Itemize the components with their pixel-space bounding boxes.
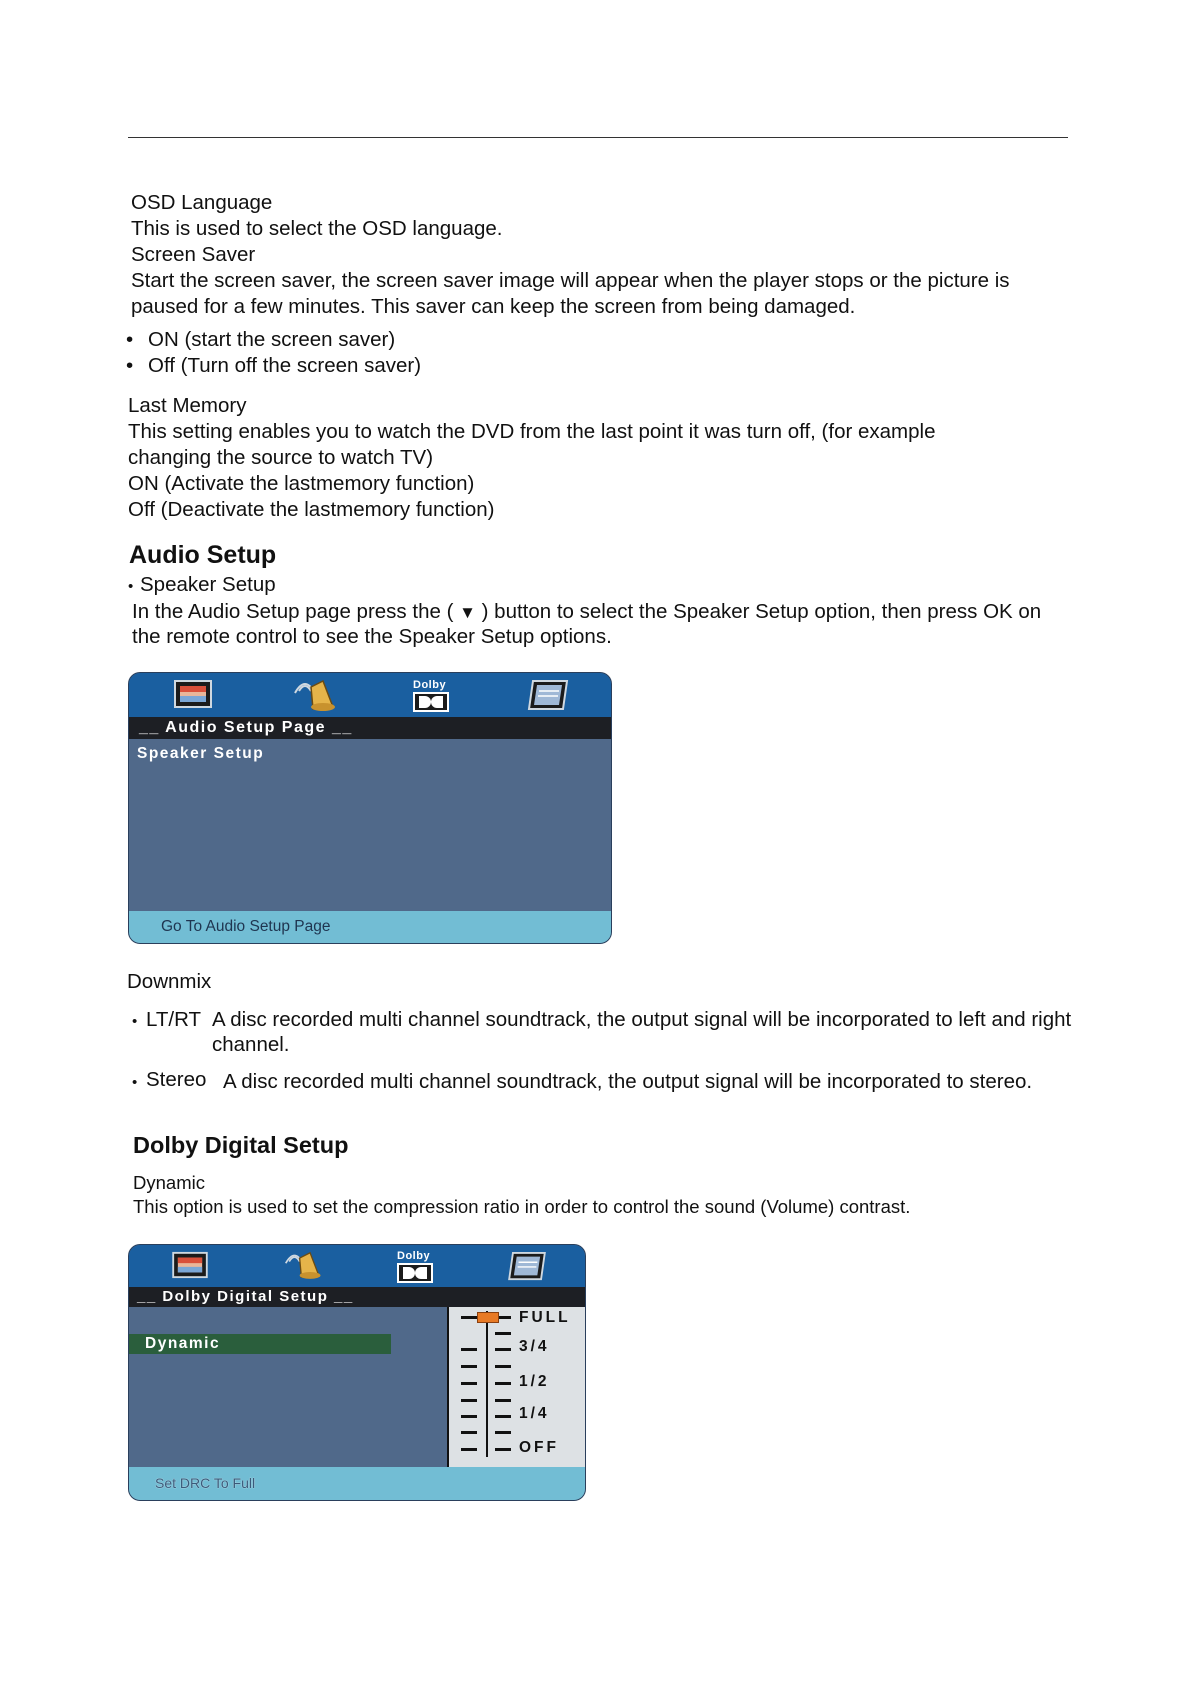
stereo-label: Stereo (146, 1068, 207, 1091)
scale-tick (461, 1448, 477, 1451)
dolby-digital-heading: Dolby Digital Setup (133, 1132, 349, 1158)
downmix-heading: Downmix (127, 970, 212, 993)
screen-saver-heading: Screen Saver (131, 243, 256, 266)
ltrt-text-1: A disc recorded multi channel soundtrack, the output signal will be incorporated to left and right (212, 1008, 1072, 1031)
scale-tick (461, 1348, 477, 1351)
scale-tick (495, 1365, 511, 1368)
audio-setup-text-2: the remote control to see the Speaker Setup options. (132, 625, 612, 648)
drc-level-quarter: 1/4 (519, 1405, 550, 1422)
dolby-digital-text: This option is used to set the compression ratio in order to control the sound (Volume) contrast. (133, 1196, 911, 1217)
scale-tick (495, 1448, 511, 1451)
drc-level-full: FULL (519, 1309, 571, 1326)
bullet-dot: • (132, 1074, 138, 1091)
scale-tick (461, 1431, 477, 1434)
header-rule (128, 137, 1068, 138)
scale-tick (495, 1382, 511, 1385)
stereo-text: A disc recorded multi channel soundtrack, the output signal will be incorporated to stereo. (223, 1070, 1033, 1093)
scale-tick (461, 1365, 477, 1368)
speaker-icon[interactable] (284, 1249, 324, 1281)
dynamic-menu-item[interactable]: Dynamic (129, 1334, 391, 1354)
scale-tick (495, 1431, 511, 1434)
osd-language-text: This is used to select the OSD language. (131, 217, 503, 240)
speaker-setup-subheading: Speaker Setup (140, 573, 276, 596)
scale-tick (461, 1399, 477, 1402)
audio-setup-heading: Audio Setup (129, 541, 277, 569)
scale-tick (461, 1415, 477, 1418)
drc-level-three-quarters: 3/4 (519, 1338, 550, 1355)
dynamic-subheading: Dynamic (133, 1172, 205, 1193)
scale-tick (461, 1382, 477, 1385)
last-memory-text-1: This setting enables you to watch the DVD from the last point it was turn off, (for example (128, 420, 936, 443)
speaker-icon[interactable] (293, 677, 339, 713)
last-memory-heading: Last Memory (128, 394, 247, 417)
dolby-label: Dolby (413, 679, 447, 691)
scale-tick (495, 1415, 511, 1418)
osd-footer-hint: Set DRC To Full (129, 1467, 585, 1500)
scale-tick (495, 1399, 511, 1402)
drc-level-off: OFF (519, 1439, 559, 1456)
dolby-digital-osd-screen (128, 1244, 586, 1501)
drc-slider-handle[interactable] (477, 1312, 499, 1323)
preference-icon[interactable] (507, 1251, 547, 1281)
scale-tick (495, 1348, 511, 1351)
ltrt-text-2: channel. (212, 1033, 290, 1056)
dolby-digital-icon[interactable] (397, 1263, 433, 1283)
dolby-label: Dolby (397, 1250, 431, 1262)
drc-level-half: 1/2 (519, 1373, 550, 1390)
down-arrow-icon: ▼ (459, 603, 476, 622)
osd-footer-hint: Go To Audio Setup Page (129, 911, 611, 943)
last-memory-on: ON (Activate the lastmemory function) (128, 472, 475, 495)
last-memory-off: Off (Deactivate the lastmemory function) (128, 498, 495, 521)
osd-page-title: __ Audio Setup Page __ (129, 717, 611, 739)
screen-saver-option-on: ON (start the screen saver) (148, 328, 396, 351)
ltrt-label: LT/RT (146, 1008, 202, 1031)
screen-saver-text-2: paused for a few minutes. This saver can keep the screen from being damaged. (131, 295, 856, 318)
last-memory-text-2: changing the source to watch TV) (128, 446, 434, 469)
speaker-setup-menu-item[interactable]: Speaker Setup (137, 745, 265, 762)
bullet-dot: • (126, 354, 134, 377)
dolby-digital-icon[interactable] (413, 692, 449, 712)
scale-tick (461, 1316, 477, 1319)
bullet-dot: • (132, 1013, 138, 1030)
general-setup-icon[interactable] (171, 1251, 209, 1279)
bullet-dot: • (126, 328, 134, 351)
screen-saver-text-1: Start the screen saver, the screen saver image will appear when the player stops or the picture is (131, 269, 1010, 292)
bullet-dot: • (128, 578, 134, 595)
audio-setup-osd-screen (128, 672, 612, 944)
preference-icon[interactable] (527, 679, 569, 711)
screen-saver-option-off: Off (Turn off the screen saver) (148, 354, 422, 377)
general-setup-icon[interactable] (173, 679, 213, 709)
osd-language-heading: OSD Language (131, 191, 273, 214)
audio-setup-text-1: In the Audio Setup page press the ( ▼ ) button to select the Speaker Setup option, then press OK on (132, 600, 1042, 623)
osd-page-title: __ Dolby Digital Setup __ (129, 1287, 585, 1307)
scale-tick (495, 1332, 511, 1335)
drc-level-scale[interactable] (447, 1307, 585, 1467)
